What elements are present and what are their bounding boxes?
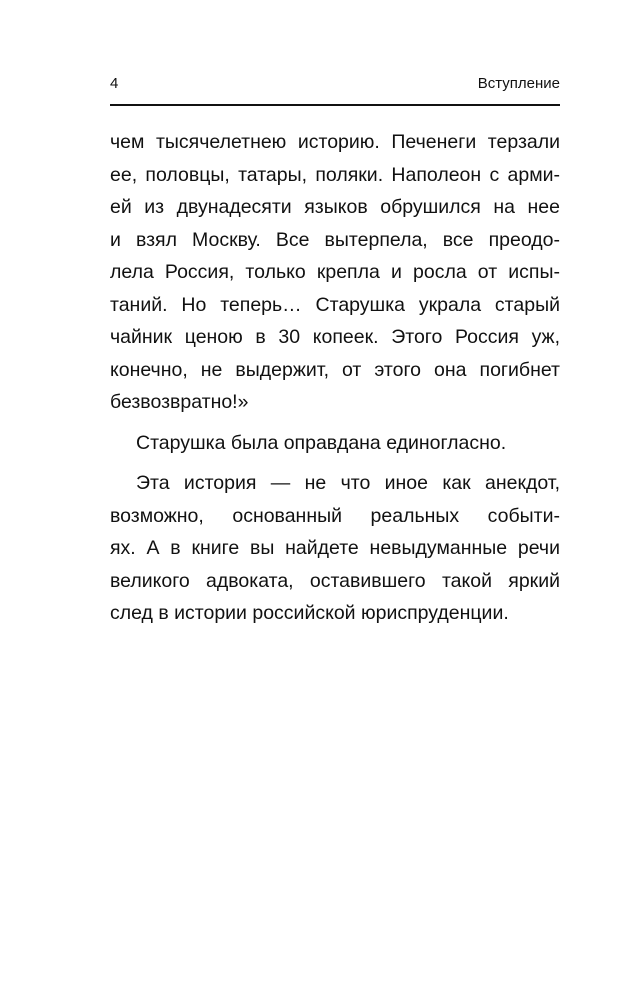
- text-line: ях. А в книге вы найдете невыдуманные речи: [110, 537, 560, 559]
- running-title: Вступление: [477, 75, 560, 92]
- paragraph: [110, 427, 560, 460]
- text-line: Старушка была оправдана единогласно.: [136, 431, 507, 454]
- text-line: ее, половцы, татары, поляки. Наполеон с арми-: [110, 163, 560, 186]
- paragraph: [110, 467, 560, 630]
- text-line: возможно, основанный реальных событи-: [110, 504, 560, 527]
- text-line: лела Россия, только крепла и росла от испы-: [110, 261, 560, 283]
- text-line: конечно, не выдержит, от этого она погибнет: [110, 358, 560, 381]
- text-line: и взял Москву. Все вытерпела, все преодо-: [110, 228, 560, 251]
- text-line: таний. Но теперь… Старушка украла старый: [110, 293, 560, 316]
- text-line: ей из двунадесяти языков обрушился на нее: [110, 196, 560, 218]
- text-line: безвозвратно!»: [110, 391, 249, 413]
- paragraph: [110, 126, 560, 419]
- text-line: великого адвоката, оставившего такой яркий: [110, 569, 560, 592]
- paragraph-gap: [110, 419, 560, 427]
- paragraph-gap: [110, 459, 560, 467]
- page-number: 4: [110, 75, 119, 92]
- page-header: [110, 74, 560, 106]
- text-line: след в истории российской юриспруденции.: [110, 602, 509, 624]
- body-text: [110, 126, 560, 630]
- text-line: чем тысячелетнею историю. Печенеги терзали: [110, 131, 560, 153]
- text-line: чайник ценою в 30 копеек. Этого Россия уж,: [110, 326, 560, 348]
- text-line: Эта история — не что иное как анекдот,: [136, 472, 560, 494]
